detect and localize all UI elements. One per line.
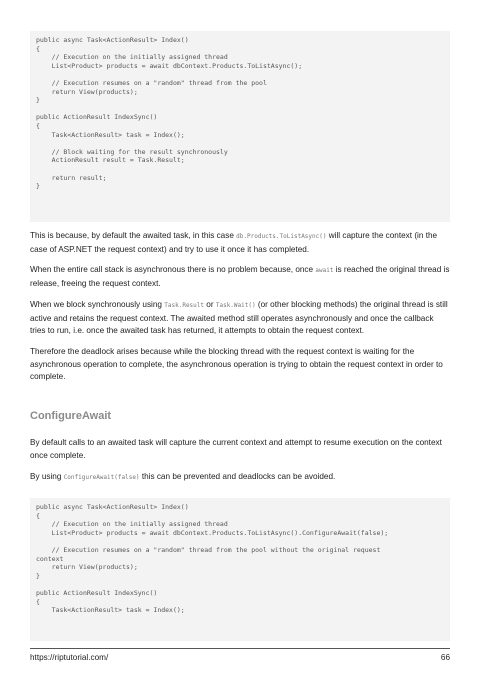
code-line: {	[36, 597, 40, 606]
code-line	[36, 105, 444, 114]
code-line: return result;	[36, 173, 107, 182]
code-block-1	[30, 31, 450, 222]
code-line	[36, 165, 444, 174]
code-line	[36, 537, 444, 546]
code-line: {	[36, 44, 40, 53]
page-number: 66	[440, 653, 450, 662]
code-line: // Block waiting for the result synchronously	[36, 147, 228, 156]
code-line: List<Product> products = await dbContext.Products.ToListAsync().ConfigureAwait(false);	[36, 528, 389, 537]
code-line: // Execution resumes on a "random" thread from the pool without the original request	[36, 545, 381, 554]
code-line: }	[36, 182, 40, 191]
code-line	[36, 70, 444, 79]
inline-code: ConfigureAwait(false)	[63, 474, 140, 481]
inline-code: Task.Wait()	[215, 302, 256, 309]
section-heading: ConfigureAwait	[30, 410, 112, 422]
paragraph-text: When we block synchronously using	[30, 300, 165, 309]
code-block-2	[30, 498, 450, 641]
paragraph-text: (or other blocking methods) the original thread is still active and retains the request context. The awaited method still operates asynchronously and once the callback tries to run, i.e. once the awaited task has returned, it attempts to obtain the request context.	[30, 300, 448, 336]
code-line: // Execution on the initially assigned thread	[36, 53, 228, 62]
inline-code: Task.Result	[164, 302, 205, 309]
code-line: }	[36, 571, 40, 580]
code-line	[36, 580, 444, 589]
paragraph-text: or	[204, 300, 216, 309]
code-line: {	[36, 121, 40, 130]
paragraph-deadlock: Therefore the deadlock arises because while the blocking thread with the request context is waiting for the asynchronous operation to complete, the asynchronous operation is trying to obtain the request context in order to complete.	[30, 347, 443, 382]
paragraph-text: When the entire call stack is asynchronous there is no problem because, once	[30, 265, 316, 274]
code-line: context	[36, 554, 64, 563]
inline-code: db.Products.ToListAsync()	[236, 233, 327, 240]
paragraph-text: is reached the original thread is release, freeing the request context.	[30, 265, 450, 288]
paragraph-await-capture	[30, 230, 450, 256]
footer-link[interactable]: https://riptutorial.com/	[30, 653, 109, 662]
code-line: public async Task<ActionResult> Index()	[36, 36, 189, 44]
inline-code: await	[315, 267, 334, 274]
footer-divider	[30, 648, 450, 649]
code-line: List<Product> products = await dbContext.Products.ToListAsync();	[36, 61, 303, 70]
paragraph-default-capture: By default calls to an awaited task will capture the current context and attempt to resume execution on the context once complete.	[30, 438, 442, 460]
paragraph-text: By using	[30, 472, 64, 481]
code-line: public async Task<ActionResult> Index()	[36, 503, 189, 511]
code-line: return View(products);	[36, 87, 138, 96]
paragraph-configure-await	[30, 471, 450, 485]
code-line: return View(products);	[36, 563, 138, 572]
code-line: public ActionResult IndexSync()	[36, 588, 158, 597]
paragraph-async-stack	[30, 264, 450, 290]
code-line: // Execution on the initially assigned thread	[36, 520, 228, 529]
code-line: Task<ActionResult> task = Index();	[36, 130, 185, 139]
code-line: Task<ActionResult> task = Index();	[36, 606, 185, 615]
code-line: // Execution resumes on a "random" thread from the pool	[36, 78, 267, 87]
paragraph-text: will capture the context (in the case of ASP.NET the request context) and try to use it once it has completed.	[30, 231, 438, 254]
code-line	[36, 139, 444, 148]
code-line: public ActionResult IndexSync()	[36, 113, 158, 122]
code-line: }	[36, 96, 40, 105]
paragraph-block-sync	[30, 299, 450, 338]
paragraph-text: this can be prevented and deadlocks can be avoided.	[139, 472, 336, 481]
code-line: {	[36, 511, 40, 520]
code-line: ActionResult result = Task.Result;	[36, 156, 185, 165]
paragraph-text: This is because, by default the awaited task, in this case	[30, 231, 237, 240]
